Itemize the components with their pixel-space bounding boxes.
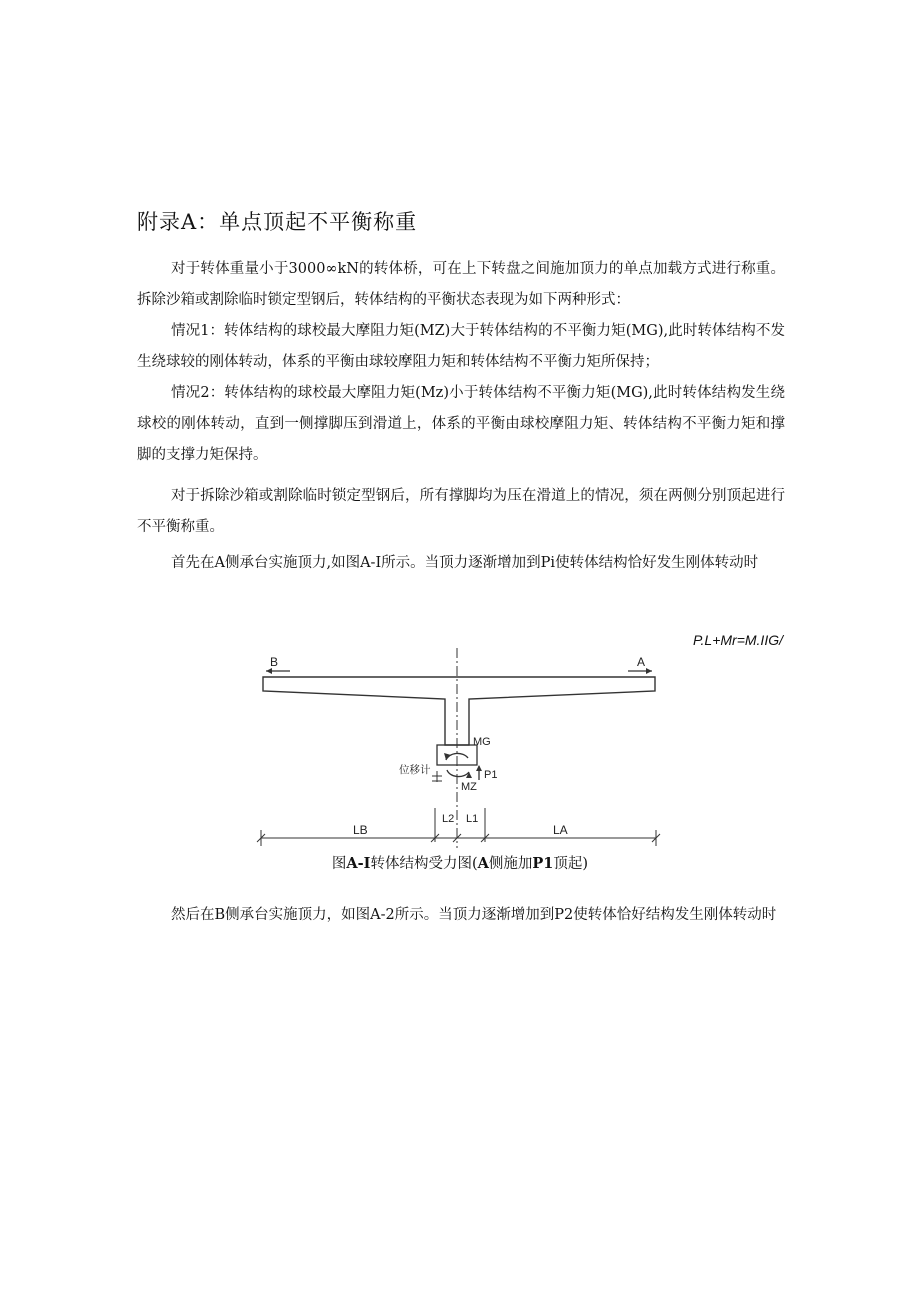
moment-mz-arrow-icon — [466, 772, 472, 778]
label-p1: P1 — [484, 769, 498, 781]
paragraph-side-b: 然后在B侧承台实施顶力，如图A-2所示。当顶力逐渐增加到P2使转体恰好结构发生刚体转动时 — [171, 907, 777, 923]
caption-figure-number: A-I — [346, 855, 371, 872]
figure-caption — [0, 852, 920, 873]
force-p1-arrow-icon — [476, 765, 482, 771]
paragraph-case-1: 情况1：转体结构的球校最大摩阻力矩(MZ)大于转体结构的不平衡力矩(MG),此时转体结构不发生绕球较的刚体转动，体系的平衡由球较摩阻力矩和转体结构不平衡力矩所保持； — [137, 323, 785, 370]
label-b: B — [270, 655, 279, 669]
arrow-a-head-icon — [646, 668, 652, 674]
label-l2: L2 — [442, 813, 455, 825]
label-mg: MG — [473, 736, 491, 748]
moment-mz-arc — [447, 770, 469, 777]
paragraph-case-2: 情况2：转体结构的球校最大摩阻力矩(Mz)小于转体结构不平衡力矩(MG),此时转体结构发生绕球校的刚体转动，直到一侧撑脚压到滑道上，体系的平衡由球校摩阻力矩、转体结构不平衡力矩和撑脚的支撑力矩保持。 — [137, 385, 785, 463]
caption-suffix: 顶起) — [553, 856, 589, 872]
paragraph-intro: 对于转体重量小于3000∞kN的转体桥，可在上下转盘之间施加顶力的单点加载方式进行称重。拆除沙箱或割除临时锁定型钢后，转体结构的平衡状态表现为如下两种形式： — [137, 261, 785, 308]
paragraph-side-a: 首先在A侧承台实施顶力,如图A-I所示。当顶力逐渐增加到Pi使转体结构恰好发生刚体转动时 — [171, 555, 759, 571]
caption-text-2: 侧施加 — [488, 856, 533, 872]
label-a: A — [637, 655, 646, 669]
paragraph-both-sides: 对于拆除沙箱或割除临时锁定型钢后，所有撑脚均为压在滑道上的情况，须在两侧分别顶起进行不平衡称重。 — [137, 488, 785, 535]
caption-force: P1 — [532, 855, 554, 872]
caption-side: A — [477, 855, 489, 872]
label-mz: MZ — [461, 781, 477, 793]
moment-formula: P.L+Mr=M.IIG/ — [693, 632, 783, 648]
label-lb: LB — [353, 823, 368, 837]
t-beam-outline — [263, 677, 655, 745]
caption-text: 转体结构受力图( — [370, 856, 478, 872]
caption-prefix: 图 — [331, 856, 347, 872]
label-la: LA — [553, 823, 568, 837]
label-l1: L1 — [466, 813, 479, 825]
moment-mg-arrow-icon — [444, 753, 451, 760]
appendix-title: 附录A：单点顶起不平衡称重 — [137, 210, 418, 234]
label-gauge: 位移计 — [399, 764, 431, 776]
